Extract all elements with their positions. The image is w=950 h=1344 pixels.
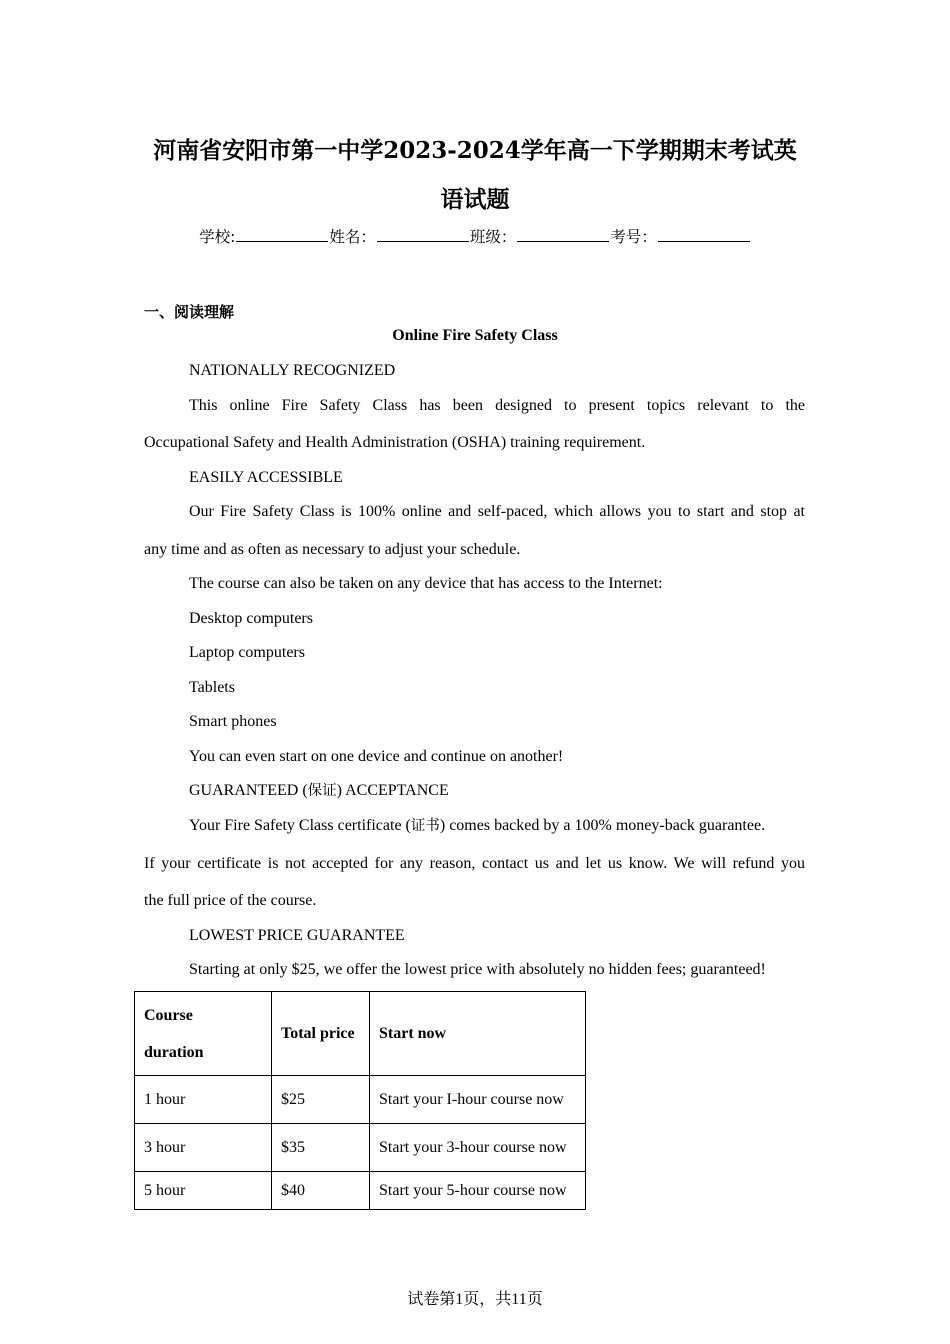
paragraph-5-line-1-pre: Your Fire Safety Class certificate (	[189, 817, 411, 834]
table-cell-start: Start your 5-hour course now	[370, 1172, 586, 1210]
section-heading: 一、阅读理解	[144, 303, 235, 321]
table-cell-duration: 5 hour	[135, 1172, 272, 1210]
subheading-lowest-price: LOWEST PRICE GUARANTEE	[189, 927, 405, 944]
class-blank	[517, 227, 609, 242]
table-row	[135, 1076, 586, 1124]
student-info-line	[0, 227, 950, 247]
table-cell-duration: 1 hour	[135, 1076, 272, 1124]
table-header-row	[135, 992, 586, 1076]
price-table	[134, 991, 586, 1210]
device-item-smart-phones: Smart phones	[189, 713, 277, 730]
table-cell-price: $25	[272, 1076, 370, 1124]
page-footer: 试卷第1页，共11页	[407, 1291, 543, 1308]
name-label: 姓名：	[329, 228, 376, 246]
table-header-course-duration	[135, 992, 272, 1076]
device-item-desktop: Desktop computers	[189, 610, 313, 627]
paragraph-5-line-1	[189, 816, 765, 836]
subheading-easily-accessible: EASILY ACCESSIBLE	[189, 469, 343, 486]
paragraph-6: Starting at only $25, we offer the lowest price with absolutely no hidden fees; guaranteed!	[189, 961, 766, 978]
paragraph-2-line-2: any time and as often as necessary to adjust your schedule.	[144, 541, 521, 558]
paragraph-5-line-2: If your certificate is not accepted for any reason, contact us and let us know. We will refund you	[144, 855, 805, 872]
subheading-guaranteed-post: ) ACCEPTANCE	[336, 782, 449, 799]
number-label: 考号：	[610, 228, 657, 246]
table-header-course-line1: Course	[144, 1006, 193, 1024]
paragraph-3: The course can also be taken on any device that has access to the Internet:	[189, 575, 663, 592]
paragraph-5-line-1-post: ) comes backed by a 100% money-back guarantee.	[439, 817, 766, 834]
paragraph-2-line-1: Our Fire Safety Class is 100% online and self-paced, which allows you to start and stop at	[189, 503, 805, 520]
subheading-guaranteed-acceptance	[189, 781, 449, 801]
table-cell-start: Start your 3-hour course now	[370, 1124, 586, 1172]
table-row	[135, 1124, 586, 1172]
table-cell-price: $35	[272, 1124, 370, 1172]
school-label: 学校:	[199, 228, 236, 246]
passage-title: Online Fire Safety Class	[392, 327, 558, 344]
table-cell-price: $40	[272, 1172, 370, 1210]
paragraph-1-line-1: This online Fire Safety Class has been designed to present topics relevant to the	[189, 397, 805, 414]
exam-title-line1: 河南省安阳市第一中学2023-2024学年高一下学期期末考试英	[153, 137, 797, 164]
exam-title-line2: 语试题	[440, 186, 510, 213]
table-header-start-now: Start now	[370, 992, 586, 1076]
paragraph-1-line-2: Occupational Safety and Health Administration (OSHA) training requirement.	[144, 434, 646, 451]
paragraph-5-line-1-cn: 证书	[410, 818, 440, 834]
paragraph-5-line-3: the full price of the course.	[144, 892, 317, 909]
number-blank	[658, 227, 750, 242]
table-header-total-price: Total price	[272, 992, 370, 1076]
table-cell-start: Start your I-hour course now	[370, 1076, 586, 1124]
subheading-guaranteed-cn: 保证	[307, 783, 337, 799]
subheading-nationally-recognized: NATIONALLY RECOGNIZED	[189, 362, 396, 379]
table-row	[135, 1172, 586, 1210]
paragraph-4: You can even start on one device and continue on another!	[189, 748, 564, 765]
class-label: 班级：	[469, 228, 517, 246]
subheading-guaranteed-pre: GUARANTEED (	[189, 782, 308, 799]
name-blank	[377, 227, 469, 242]
school-blank	[236, 227, 328, 242]
table-header-course-line2: duration	[144, 1043, 204, 1061]
table-cell-duration: 3 hour	[135, 1124, 272, 1172]
device-item-laptop: Laptop computers	[189, 644, 305, 661]
device-item-tablets: Tablets	[189, 679, 235, 696]
